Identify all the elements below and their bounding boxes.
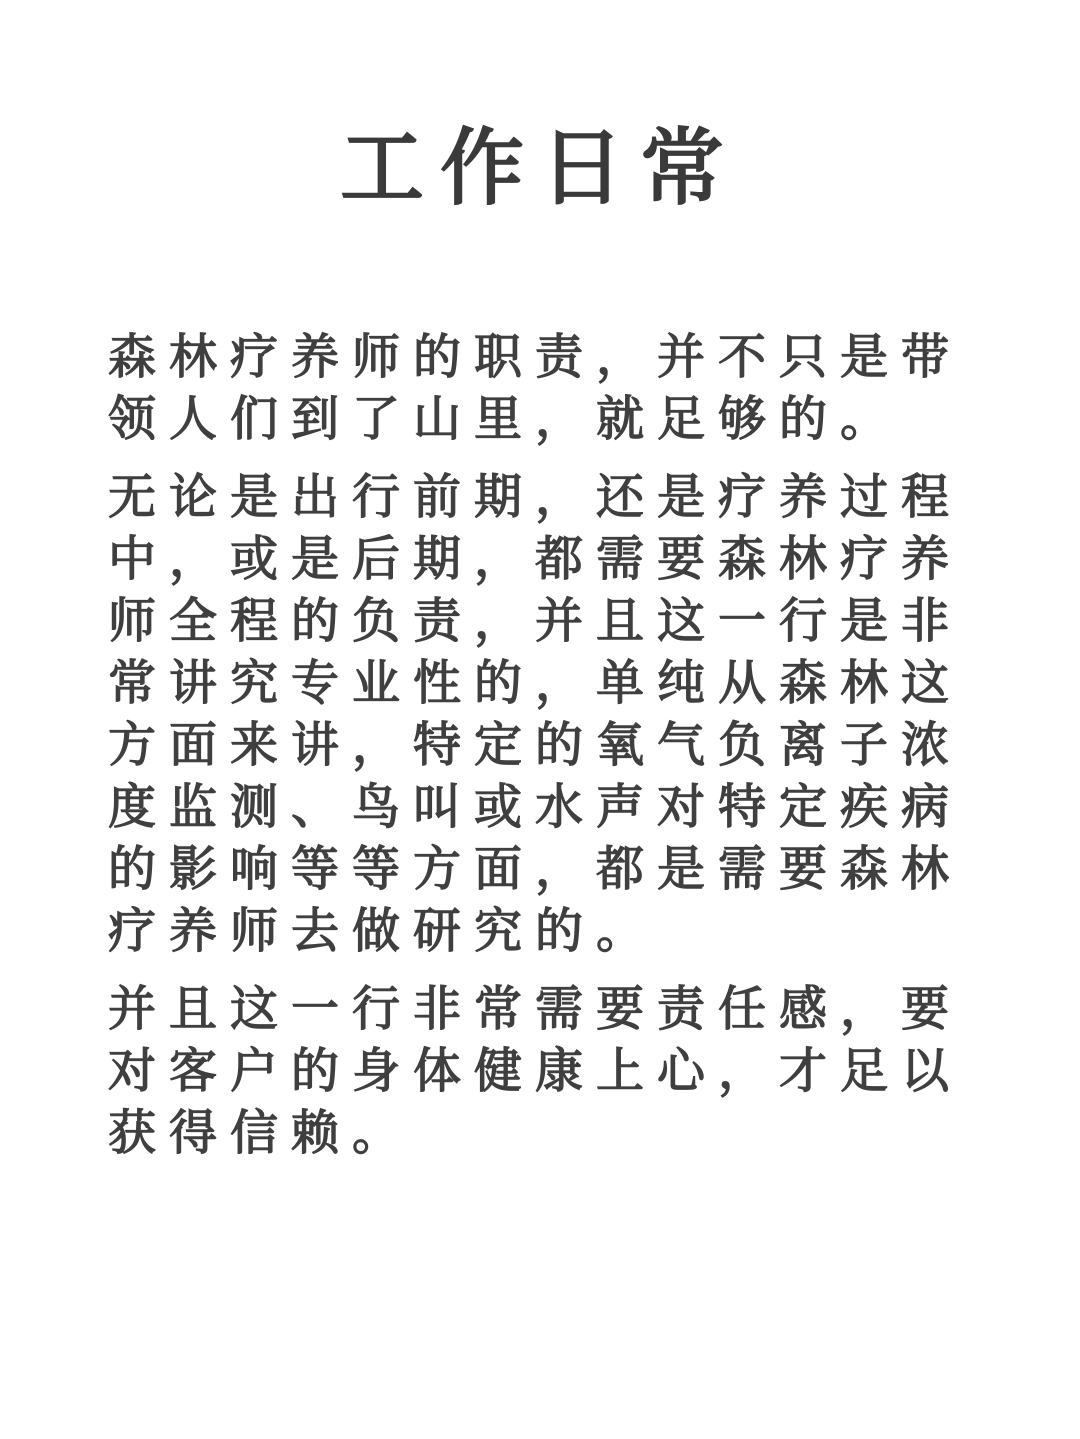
paragraph-spacer (108, 962, 988, 978)
text-line: 度监测、鸟叫或水声对特定疾病 (108, 779, 963, 835)
text-line: 森林疗养师的职责，并不只是带 (108, 329, 963, 385)
text-line: 的影响等等方面，都是需要森林 (108, 841, 963, 897)
text-line: 无论是出行前期，还是疗养过程 (108, 469, 963, 525)
body-text (108, 326, 988, 1164)
text-line: 领人们到了山里，就足够的。 (108, 391, 902, 447)
text-line: 获得信赖。 (108, 1105, 414, 1161)
paragraph (108, 326, 988, 450)
text-line: 常讲究专业性的，单纯从森林这 (108, 655, 963, 711)
text-line: 疗养师去做研究的。 (108, 903, 658, 959)
text-line: 并且这一行非常需要责任感，要 (108, 981, 963, 1037)
paragraph-spacer (108, 450, 988, 466)
text-line: 对客户的身体健康上心，才足以 (108, 1043, 963, 1099)
text-line: 中，或是后期，都需要森林疗养 (108, 531, 963, 587)
text-line: 师全程的负责，并且这一行是非 (108, 593, 963, 649)
paragraph (108, 466, 988, 962)
page-title: 工作日常 (339, 118, 740, 217)
paragraph (108, 978, 988, 1164)
text-line: 方面来讲，特定的氧气负离子浓 (108, 717, 963, 773)
